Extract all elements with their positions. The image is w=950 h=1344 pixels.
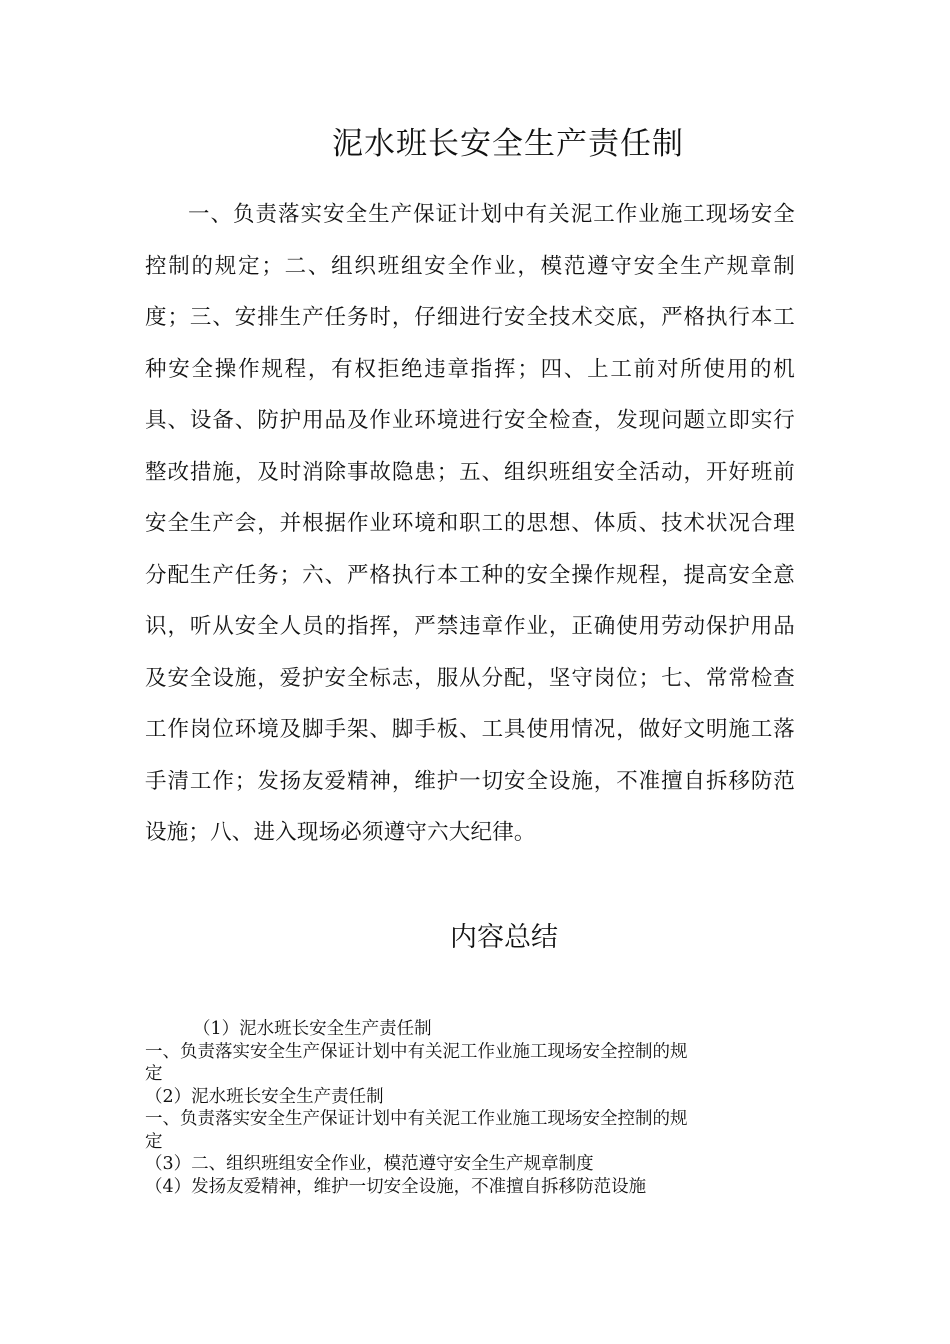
summary-title: 内容总结	[450, 922, 558, 953]
summary-item-4: （4）发扬友爱精神，维护一切安全设施，不准擅自拆移防范设施	[145, 1176, 647, 1197]
summary-item-1-heading: （1）泥水班长安全生产责任制	[193, 1019, 432, 1039]
summary-item-2-text: 一、负责落实安全生产保证计划中有关泥工作业施工现场安全控制的规	[145, 1109, 688, 1129]
document-body-paragraph: 一、负责落实安全生产保证计划中有关泥工作业施工现场安全控制的规定；二、组织班组安全作业，模范遵守安全生产规章制度；三、安排生产任务时，仔细进行安全技术交底，严格执行本工种安全操作规程，有权拒绝违章指挥；四、上工前对所使用的机具、设备、防护用品及作业环境进行安全检查，发现问题立即实行整改措施，及时消除事故隐患；五、组织班组安全活动，开好班前安全生产会，并根据作业环境和职工的思想、体质、技术状况合理分配生产任务；六、严格执行本工种的安全操作规程，提高安全意识，听从安全人员的指挥，严禁违章作业，正确使用劳动保护用品及安全设施，爱护安全标志，服从分配，坚守岗位；七、常常检查工作岗位环境及脚手架、脚手板、工具使用情况，做好文明施工落手清工作；发扬友爱精神，维护一切安全设施，不准擅自拆移防范设施；八、进入现场必须遵守六大纪律。	[145, 202, 795, 845]
summary-item-1-text: 一、负责落实安全生产保证计划中有关泥工作业施工现场安全控制的规	[145, 1041, 688, 1062]
summary-section	[145, 1018, 795, 1198]
document-title: 泥水班长安全生产责任制	[332, 126, 684, 162]
summary-item-3: （3）二、组织班组安全作业，模范遵守安全生产规章制度	[145, 1154, 594, 1174]
summary-item-1-text-continued: 定	[145, 1064, 163, 1084]
summary-item-2-text-continued: 定	[145, 1131, 163, 1152]
summary-item-2-heading: （2）泥水班长安全生产责任制	[145, 1086, 384, 1107]
